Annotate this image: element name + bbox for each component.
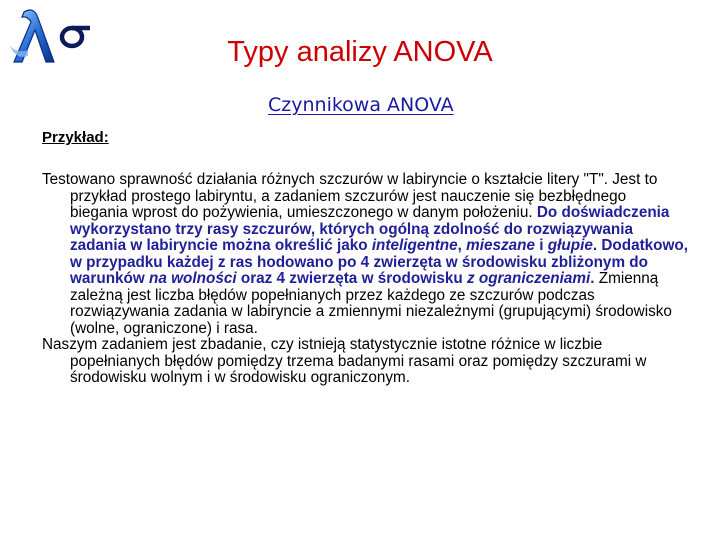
- para1-italic-mixed: mieszane: [466, 237, 536, 254]
- para1-italic-restricted: z ograniczeniami: [466, 270, 591, 287]
- para1-sep-1: ,: [457, 237, 467, 254]
- para1-italic-intelligent: inteligentne: [371, 237, 458, 254]
- example-paragraph-2: Naszym zadaniem jest zbadanie, czy istnieją statystycznie istotne różnice w liczbie popełnianych błędów pomiędzy trzema badanymi rasami oraz pomiędzy szczurami w środowisku wolnym i w środowisku ograniczonym.: [42, 336, 647, 386]
- example-body: [42, 172, 688, 387]
- para1-italic-stupid: głupie: [547, 237, 593, 254]
- page-title: Typy analizy ANOVA: [227, 36, 493, 68]
- para1-italic-free: na wolności: [149, 270, 237, 287]
- para1-period: .: [590, 270, 595, 287]
- example-label: Przykład:: [42, 129, 109, 146]
- para1-highlight-3: oraz 4 zwierzęta w środowisku: [236, 270, 467, 287]
- para1-text-2: Zmienną zależną jest liczba błędów popełnianych przez każdego ze szczurów podczas rozwiązywania zadania w labiryncie a zmiennymi niezależnymi (grupującymi) środowisko (wolne, ograniczone) i rasa.: [70, 270, 672, 337]
- para1-highlight-2: . Dodatkowo, w przypadku każdej z ras hodowano po 4 zwierzęta w środowisku zbliżonym do warunków: [70, 237, 689, 287]
- para1-sep-2: i: [535, 237, 548, 254]
- para1-text-1: Testowano sprawność działania różnych szczurów w labiryncie o kształcie litery "T". Jest to przykład prostego labiryntu, a zadaniem szczurów jest nauczenie się bezbłędnego biegania wprost do pożywienia, umieszczonego w danym położeniu.: [42, 171, 658, 221]
- para1-highlight-1: Do doświadczenia wykorzystano trzy rasy szczurów, których ogólną zdolność do rozwiązywania zadania w labiryncie można określić jako: [70, 204, 670, 254]
- section-subtitle-link[interactable]: Czynnikowa ANOVA: [268, 94, 454, 116]
- example-paragraph-1: [42, 172, 688, 337]
